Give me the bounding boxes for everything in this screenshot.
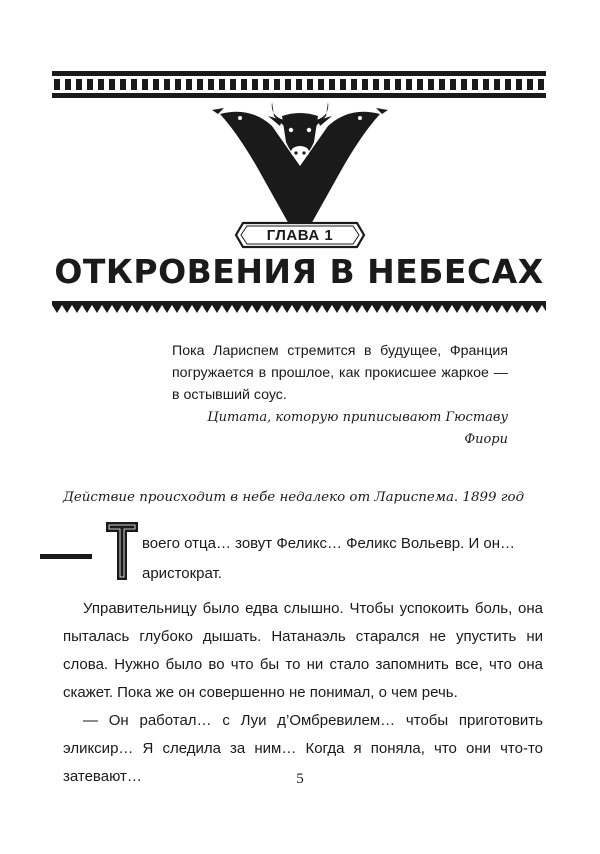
opening-dash xyxy=(40,538,92,574)
opening-line-2: аристократ. xyxy=(142,565,222,582)
chapter-title: ОТКРОВЕНИЯ В НЕБЕСАХ xyxy=(54,252,544,291)
chapter-label-tag xyxy=(233,220,367,250)
epigraph-text: Пока Лариспем стремится в будущее, Франция погружается в прошлое, как прокисшее жаркое — в остывший соус. xyxy=(172,343,508,403)
opening-line-1: воего отца… зовут Феликс… Феликс Вольевр. И он… xyxy=(142,535,516,552)
page-number: 5 xyxy=(296,771,304,787)
drop-cap xyxy=(104,518,140,584)
body-text xyxy=(63,595,543,791)
paragraph: — Он работал… с Луи д’Омбревилем… чтобы приготовить эликсир… Я следила за ним… Когда я поняла, что они что-то затевают… xyxy=(63,712,543,785)
chapter-label: ГЛАВА 1 xyxy=(266,226,334,244)
bull-and-ravens-emblem-icon xyxy=(210,96,390,236)
scene-setting: Действие происходит в небе недалеко от Лариспема. 1899 год xyxy=(63,490,525,505)
epigraph-attribution: Цитата, которую приписывают Гюставу Фиори xyxy=(207,410,508,447)
bottom-ornament-band xyxy=(52,300,546,314)
paragraph: Управительницу было едва слышно. Чтобы успокоить боль, она пыталась глубоко дышать. Натанаэль старался не упустить ни слова. Нужно было во что бы то ни стало запомнить все, что она скажет. Пока же он совершенно не понимал, о чем речь. xyxy=(63,600,543,701)
